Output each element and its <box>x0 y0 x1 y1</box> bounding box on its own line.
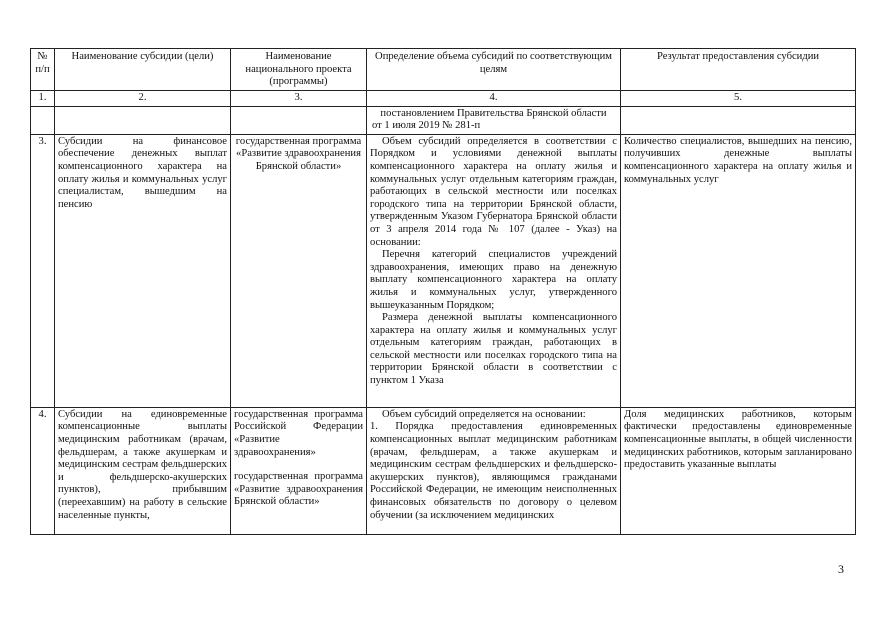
row4-name: Субсидии на единовременные компенсационные выплаты медицинским работникам (врачам, фельдшерам, а также акушеркам и медицинским сестрам фельдшерских и фельдшерско-акушерских пунктов), прибывшим (переехавшим) на работу в сельские населенные пункты, <box>55 407 231 534</box>
subsidy-table <box>30 48 856 535</box>
row3-num: 3. <box>31 134 55 407</box>
continued-volume-line2: от 1 июля 2019 № 281-п <box>372 120 481 132</box>
index-4: 4. <box>367 91 621 107</box>
table-row-4 <box>31 407 856 534</box>
header-name: Наименование субсидии (цели) <box>55 49 231 91</box>
row4-project-p1: государственная программа Российской Федерации «Развитие здравоохранения» <box>234 408 363 458</box>
row4-num: 4. <box>31 407 55 534</box>
header-project: Наименование национального проекта (программы) <box>231 49 367 91</box>
row3-project: государственная программа «Развитие здравоохранения Брянской области» <box>231 134 367 407</box>
column-index-row <box>31 91 856 107</box>
row3-volume <box>367 134 621 407</box>
row3-volume-p3: Размера денежной выплаты компенсационного характера на оплату жилья и коммунальных услуг отдельным категориям граждан, работающих в сельской местности или поселках городского типа на территории Брянской области в соответствии с пунктом 1 Указа <box>370 312 617 387</box>
continued-volume-line1: постановлением Правительства Брянской области <box>380 107 607 119</box>
index-1: 1. <box>31 91 55 107</box>
row4-volume-p1: Объем субсидий определяется на основании: <box>382 408 586 420</box>
row4-volume-p2: 1. Порядка предоставления единовременных компенсационных выплат медицинским работникам (врачам, фельдшерам, а также акушеркам и медицинским сестрам фельдшерских и фельдшерско-акушерских пунктов), являющимся гражданами Российской Федерации, не имеющим неисполненных финансовых обязательств по договору о целевом обучении (за исключением медицинских <box>370 421 617 521</box>
row3-volume-p2: Перечня категорий специалистов учреждений здравоохранения, имеющих право на денежную выплату компенсационного характера на оплату жилья и коммунальных услуг, утвержденного вышеуказанным Порядком; <box>370 249 617 311</box>
header-volume: Определение объема субсидий по соответствующим целям <box>367 49 621 91</box>
table-row-3 <box>31 134 856 407</box>
continued-volume-cell <box>367 106 621 134</box>
row4-project-p2: государственная программа «Развитие здравоохранения Брянской области» <box>234 471 363 508</box>
page-number: 3 <box>838 562 844 576</box>
row3-name: Субсидии на финансовое обеспечение денежных выплат компенсационного характера на оплату жилья и коммунальных услуг специалистам, вышедшим на пенсию <box>55 134 231 407</box>
header-result: Результат предоставления субсидии <box>621 49 856 91</box>
row3-volume-p1: Объем субсидий определяется в соответствии с Порядком и условиями денежной выплаты компенсационного характера на оплату жилья и коммунальных услуг отдельным категориям граждан, работающих в сельской местности или поселках городского типа на территории Брянской области, утвержденным Указом Губернатора Брянской области от 3 апреля 2014 года № 107 (далее - Указ) на основании: <box>370 135 617 248</box>
row4-volume <box>367 407 621 534</box>
header-num: № п/п <box>31 49 55 91</box>
row3-result: Количество специалистов, вышедших на пенсию, получивших денежные выплаты компенсационного характера на оплату жилья и коммунальных услуг <box>621 134 856 407</box>
index-3: 3. <box>231 91 367 107</box>
index-5: 5. <box>621 91 856 107</box>
continued-row <box>31 106 856 134</box>
row4-result: Доля медицинских работников, которым фактически предоставлены единовременные компенсационные выплаты, в общей численности медицинских работников, которым запланировано предоставить указанные выплаты <box>621 407 856 534</box>
index-2: 2. <box>55 91 231 107</box>
row4-project <box>231 407 367 534</box>
table-header-row <box>31 49 856 91</box>
